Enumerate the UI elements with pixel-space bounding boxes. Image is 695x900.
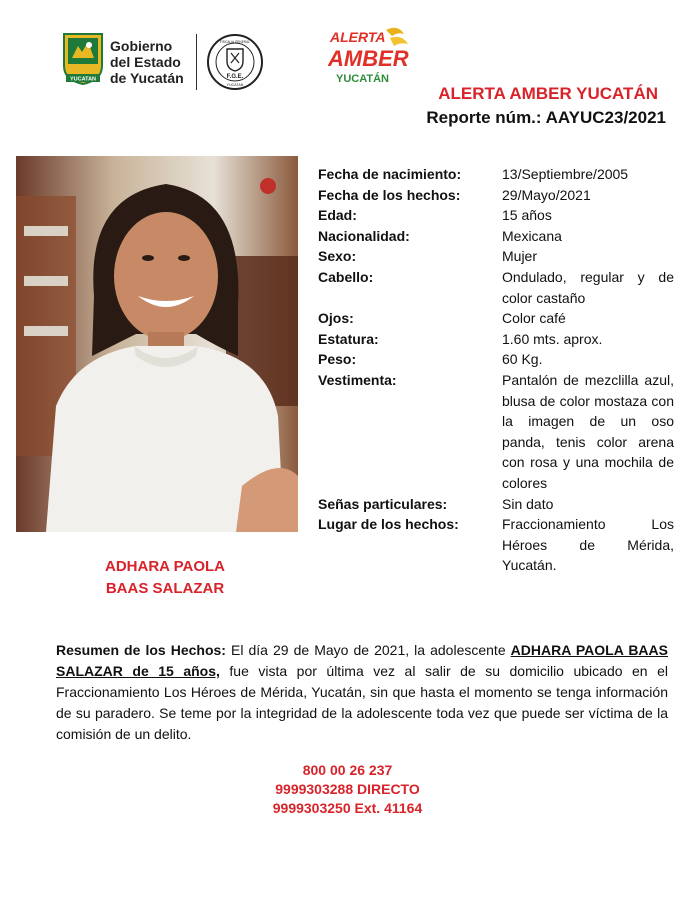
detail-value: Pantalón de mezclilla azul, blusa de color mostaza con la imagen de un oso panda, tenis color arena con rosa y una mochila de colores	[502, 371, 674, 491]
summary-highlight: ADHARA PAOLA BAAS SALAZAR de 15 años,	[56, 642, 668, 679]
detail-label: Señas particulares:	[318, 495, 448, 512]
detail-value: Mujer	[502, 248, 538, 265]
detail-label: Lugar de los hechos:	[318, 516, 459, 533]
detail-value: 60 Kg.	[502, 351, 543, 368]
detail-value: Fraccionamiento Los Héroes de Mérida, Yucatán.	[502, 516, 674, 574]
detail-label: Cabello:	[318, 268, 374, 285]
contact-line-2: 9999303288 DIRECTO	[275, 781, 420, 797]
yucatan-crest-icon	[62, 32, 104, 86]
detail-row-eyes	[318, 308, 674, 329]
missing-person-name	[60, 556, 270, 600]
detail-value: Color café	[502, 310, 566, 327]
detail-label: Edad:	[318, 207, 357, 224]
detail-row-marks	[318, 494, 674, 515]
detail-row-height	[318, 329, 674, 350]
report-number: Reporte núm.: AAYUC23/2021	[426, 108, 666, 127]
detail-label: Nacionalidad:	[318, 227, 410, 244]
svg-text:FISCALIA GENERAL: FISCALIA GENERAL	[219, 40, 251, 44]
svg-text:F.G.E.: F.G.E.	[226, 74, 244, 80]
alerta-amber-logo	[328, 24, 410, 88]
details-table	[318, 164, 674, 576]
name-line1: ADHARA PAOLA	[105, 558, 225, 575]
svg-text:ALERTA: ALERTA	[330, 29, 386, 45]
detail-label: Sexo:	[318, 248, 357, 265]
gobierno-line2: del Estado	[110, 54, 181, 70]
contact-numbers	[200, 761, 495, 818]
contact-line-3: 9999303250 Ext. 41164	[272, 800, 423, 816]
detail-value: 15 años	[502, 207, 552, 224]
detail-value: Sin dato	[502, 495, 554, 512]
detail-row-clothing	[318, 370, 674, 494]
svg-text:YUCATAN: YUCATAN	[226, 83, 244, 87]
detail-label: Peso:	[318, 351, 357, 368]
detail-label: Fecha de los hechos:	[318, 186, 461, 203]
summary-heading: Resumen de los Hechos:	[56, 642, 226, 658]
detail-label: Estatura:	[318, 330, 379, 347]
svg-text:YUCATAN: YUCATAN	[69, 76, 97, 83]
detail-label: Vestimenta:	[318, 371, 397, 388]
detail-row-nationality	[318, 226, 674, 247]
name-line2: BAAS SALAZAR	[105, 580, 225, 597]
svg-text:YUCATÁN: YUCATÁN	[336, 73, 389, 85]
summary-text-part1: El día 29 de Mayo de 2021, la adolescente	[225, 642, 511, 658]
detail-value: Ondulado, regular y de color castaño	[502, 268, 674, 306]
gobierno-text	[110, 38, 184, 86]
alert-title: ALERTA AMBER YUCATÁN	[438, 84, 658, 103]
header-divider	[196, 34, 197, 90]
detail-value: 13/Septiembre/2005	[502, 166, 629, 182]
fge-seal-icon	[206, 33, 264, 91]
missing-person-photo	[16, 156, 298, 532]
svg-text:AMBER: AMBER	[328, 46, 409, 71]
gobierno-line3: de Yucatán	[110, 70, 184, 86]
gobierno-yucatan-logo	[62, 30, 197, 92]
detail-value: Mexicana	[502, 227, 562, 244]
contact-line-1: 800 00 26 237	[302, 762, 393, 778]
summary-text-part2: fue vista por última vez al salir de su domicilio ubicado en el Fraccionamiento Los Héroes de Mérida, Yucatán, sin que hasta el momento se tenga información de su paradero. Se teme por la integridad de la adolescente toda vez que puede ser víctima de la comisión de un delito.	[56, 663, 669, 742]
detail-row-hair	[318, 267, 674, 308]
detail-row-weight	[318, 349, 674, 370]
detail-row-event-date	[318, 185, 674, 206]
detail-row-birthdate	[318, 164, 674, 185]
detail-label: Ojos:	[318, 310, 354, 327]
detail-row-age	[318, 205, 674, 226]
detail-value: 1.60 mts. aprox.	[502, 330, 603, 347]
detail-row-sex	[318, 246, 674, 267]
detail-label: Fecha de nacimiento:	[318, 166, 462, 182]
detail-value: 29/Mayo/2021	[502, 186, 591, 203]
gobierno-line1: Gobierno	[110, 38, 173, 54]
detail-row-location	[318, 514, 674, 576]
summary-paragraph	[56, 640, 668, 745]
